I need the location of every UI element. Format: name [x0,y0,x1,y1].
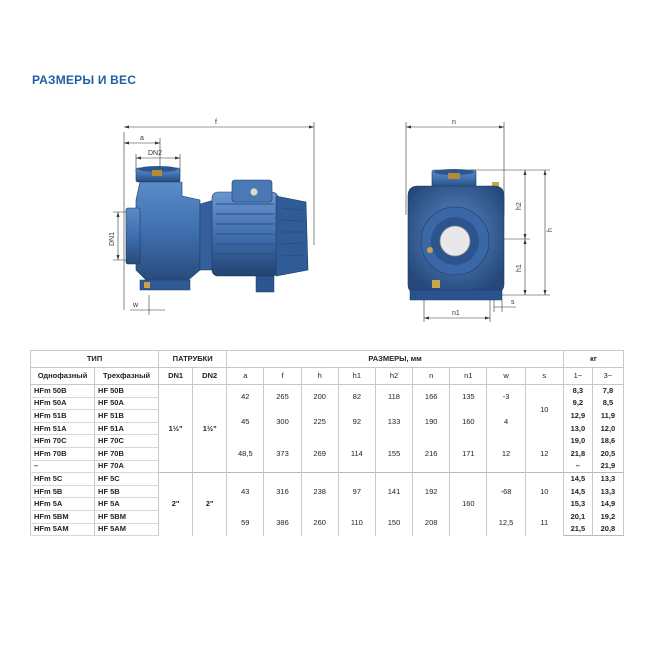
cell-dn1: 2" [159,473,193,536]
cell-h1: 97 [338,473,375,511]
cell-dn1: 1½" [159,385,193,473]
cell-a: 59 [227,510,264,535]
cell-h: 269 [301,435,338,473]
cell-single: – [31,460,95,473]
cell-n: 208 [413,510,450,535]
cell-single: HFm 5B [31,485,95,498]
cell-kg3: 13,3 [592,485,623,498]
header-dimensions: РАЗМЕРЫ, мм [227,351,564,368]
pump-side-view [109,119,314,315]
header-single-phase: Однофазный [31,368,95,385]
cell-w: 4 [487,410,525,435]
header-type: ТИП [31,351,159,368]
header-h1: h1 [338,368,375,385]
cell-three: HF 50B [95,385,159,398]
cell-h: 260 [301,510,338,535]
cell-kg3: 12,0 [592,422,623,435]
dim-label-s: s [511,299,515,306]
cell-n: 166 [413,385,450,410]
dim-label-f: f [215,119,217,126]
cell-h1: 114 [338,435,375,473]
dim-label-dn1: DN1 [109,231,116,246]
dimensions-weight-table [30,350,624,536]
cell-single: HFm 50A [31,397,95,410]
dim-label-a: a [140,135,144,142]
dim-label-w: w [133,302,139,309]
pump-front-view [406,119,554,322]
cell-dn2: 1½" [193,385,227,473]
cell-kg3: 7,8 [592,385,623,398]
cell-three: HF 51A [95,422,159,435]
cell-a: 42 [227,385,264,410]
cell-f: 386 [264,510,301,535]
cell-h2: 141 [375,473,412,511]
dim-label-h2: h2 [516,202,523,210]
header-w: w [487,368,525,385]
cell-w: -3 [487,385,525,410]
cell-n1: 171 [450,435,487,473]
pump-dimension-drawings [0,100,650,335]
cell-h2: 133 [375,410,412,435]
header-a: a [227,368,264,385]
dim-label-h1: h1 [516,264,523,272]
header-three-phase: Трехфазный [95,368,159,385]
cell-h: 225 [301,410,338,435]
header-dn1: DN1 [159,368,193,385]
cell-f: 316 [264,473,301,511]
cell-kg1: 21,8 [563,447,592,460]
cell-f: 300 [264,410,301,435]
header-n: n [413,368,450,385]
cell-three: HF 70B [95,447,159,460]
cell-kg3: 14,9 [592,498,623,511]
header-dn2: DN2 [193,368,227,385]
cell-s: 10 [525,473,563,511]
cell-single: HFm 5C [31,473,95,486]
cell-h1: 82 [338,385,375,410]
cell-kg3: 20,5 [592,447,623,460]
cell-n1: 160 [450,473,487,536]
cell-f: 373 [264,435,301,473]
cell-s: 10 [525,385,563,435]
cell-kg1: – [563,460,592,473]
cell-kg3: 11,9 [592,410,623,423]
cell-n: 190 [413,410,450,435]
cell-kg1: 8,3 [563,385,592,398]
table-row [31,435,624,448]
cell-single: HFm 5BM [31,510,95,523]
cell-three: HF 5BM [95,510,159,523]
header-n1: n1 [450,368,487,385]
cell-kg1: 9,2 [563,397,592,410]
cell-w: -68 [487,473,525,511]
cell-three: HF 5AM [95,523,159,536]
table-row [31,510,624,523]
cell-dn2: 2" [193,473,227,536]
cell-h2: 150 [375,510,412,535]
cell-a: 43 [227,473,264,511]
cell-h1: 92 [338,410,375,435]
cell-n1: 160 [450,410,487,435]
cell-three: HF 5C [95,473,159,486]
cell-kg3: 20,8 [592,523,623,536]
cell-kg1: 21,5 [563,523,592,536]
cell-w: 12,5 [487,510,525,535]
cell-n: 192 [413,473,450,511]
cell-single: HFm 51A [31,422,95,435]
cell-kg1: 14,5 [563,485,592,498]
cell-kg3: 21,9 [592,460,623,473]
cell-kg1: 13,0 [563,422,592,435]
cell-single: HFm 70B [31,447,95,460]
cell-three: HF 70A [95,460,159,473]
header-nozzles: ПАТРУБКИ [159,351,227,368]
cell-s: 12 [525,435,563,473]
header-h2: h2 [375,368,412,385]
header-weight-3ph: 3~ [592,368,623,385]
dim-label-h: h [547,228,554,232]
cell-w: 12 [487,435,525,473]
header-h: h [301,368,338,385]
cell-kg1: 19,0 [563,435,592,448]
table-row [31,385,624,398]
cell-h1: 110 [338,510,375,535]
cell-single: HFm 51B [31,410,95,423]
cell-kg3: 8,5 [592,397,623,410]
cell-three: HF 70C [95,435,159,448]
cell-kg1: 12,9 [563,410,592,423]
cell-single: HFm 70C [31,435,95,448]
cell-kg3: 18,6 [592,435,623,448]
page-title: РАЗМЕРЫ И ВЕС [32,73,137,87]
header-f: f [264,368,301,385]
cell-three: HF 50A [95,397,159,410]
cell-a: 45 [227,410,264,435]
cell-kg1: 14,5 [563,473,592,486]
cell-kg3: 19,2 [592,510,623,523]
cell-f: 265 [264,385,301,410]
header-weight-1ph: 1~ [563,368,592,385]
cell-three: HF 5A [95,498,159,511]
table-row [31,473,624,486]
cell-h: 200 [301,385,338,410]
cell-kg1: 15,3 [563,498,592,511]
cell-single: HFm 50B [31,385,95,398]
cell-h2: 155 [375,435,412,473]
header-weight: кг [563,351,623,368]
cell-a: 48,5 [227,435,264,473]
cell-n: 216 [413,435,450,473]
cell-s: 11 [525,510,563,535]
cell-kg3: 13,3 [592,473,623,486]
dim-label-n: n [452,119,456,126]
dim-label-dn2: DN2 [148,150,163,157]
cell-three: HF 5B [95,485,159,498]
dim-label-n1: n1 [452,310,460,317]
cell-single: HFm 5A [31,498,95,511]
header-s: s [525,368,563,385]
cell-h2: 118 [375,385,412,410]
cell-three: HF 51B [95,410,159,423]
cell-single: HFm 5AM [31,523,95,536]
cell-h: 238 [301,473,338,511]
cell-kg1: 20,1 [563,510,592,523]
cell-n1: 135 [450,385,487,410]
